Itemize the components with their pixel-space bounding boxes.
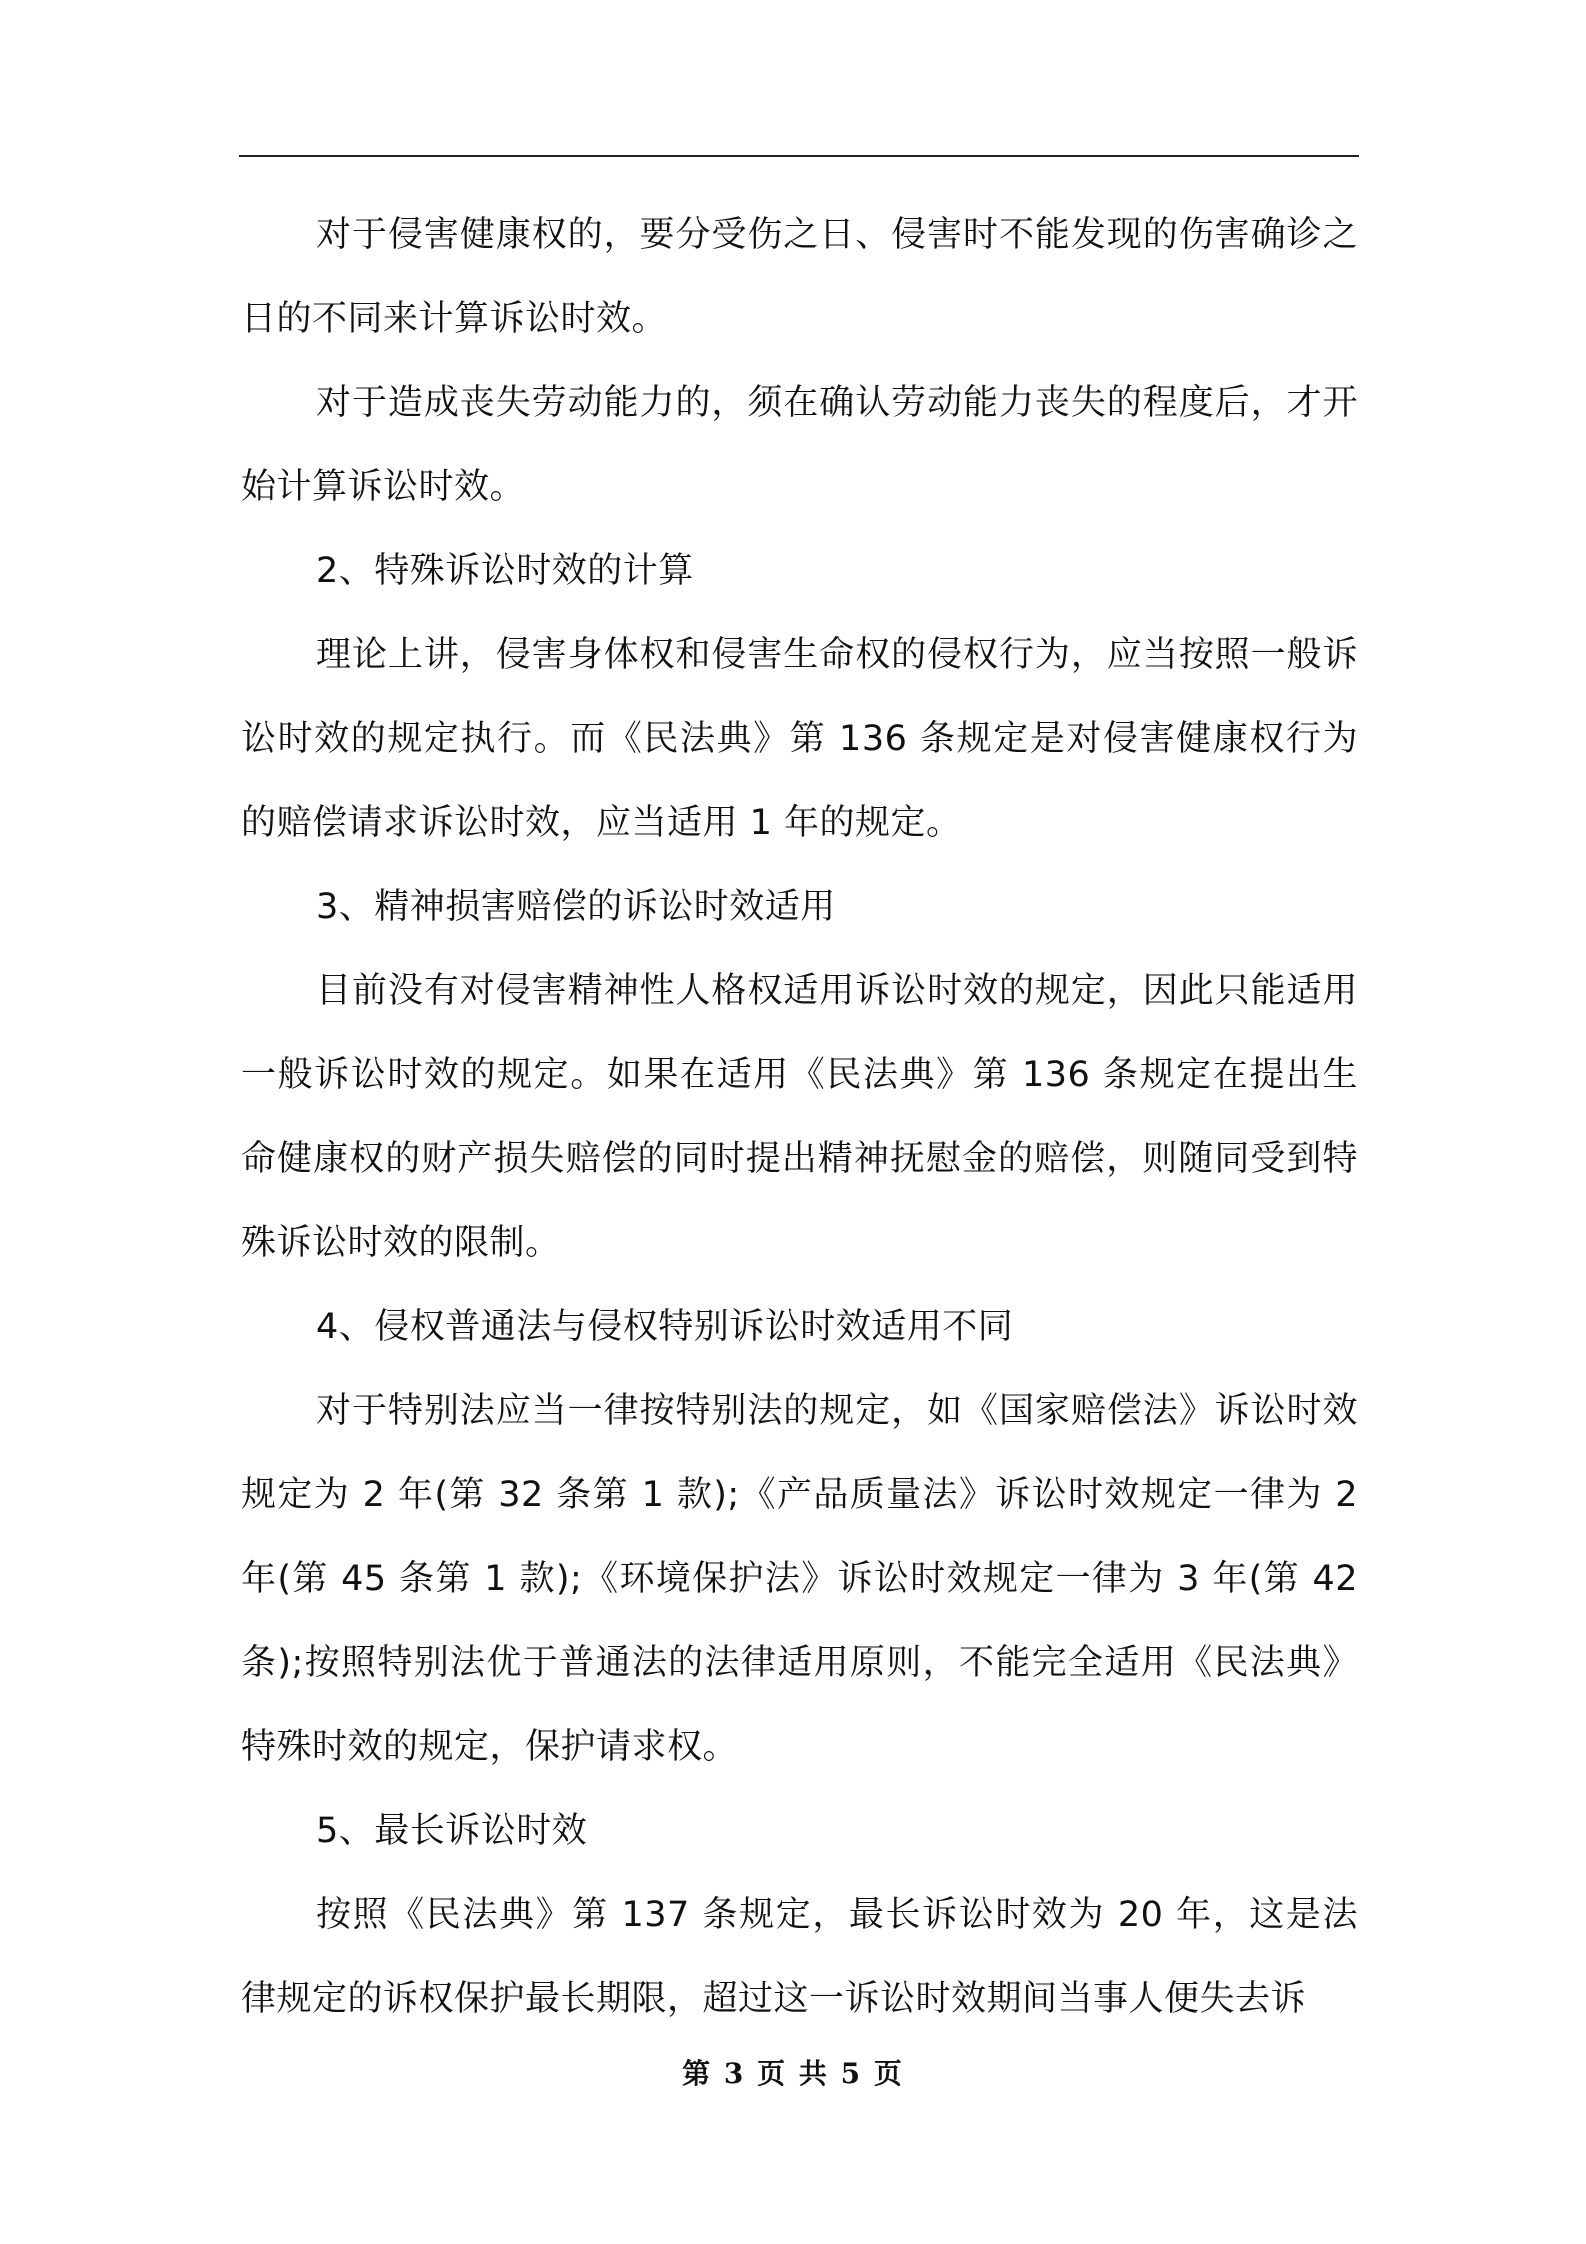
section-heading: 5、最长诉讼时效 <box>316 1811 588 1851</box>
section-heading: 2、特殊诉讼时效的计算 <box>316 551 694 591</box>
paragraph: 按照《民法典》第 137 条规定，最长诉讼时效为 20 年，这是法律规定的诉权保护最长期限，超过这一诉讼时效期间当事人便失去诉 <box>241 1895 1358 2019</box>
header-rule <box>239 155 1359 157</box>
page-footer: 第 3 页 共 5 页 <box>682 2057 904 2090</box>
paragraph: 对于造成丧失劳动能力的，须在确认劳动能力丧失的程度后，才开始计算诉讼时效。 <box>241 383 1358 507</box>
section-heading: 3、精神损害赔偿的诉讼时效适用 <box>316 887 836 927</box>
paragraph: 对于侵害健康权的，要分受伤之日、侵害时不能发现的伤害确诊之日的不同来计算诉讼时效。 <box>241 215 1358 339</box>
section-heading: 4、侵权普通法与侵权特别诉讼时效适用不同 <box>316 1307 1014 1347</box>
paragraph: 理论上讲，侵害身体权和侵害生命权的侵权行为，应当按照一般诉讼时效的规定执行。而《民法典》第 136 条规定是对侵害健康权行为的赔偿请求诉讼时效，应当适用 1 年的规定。 <box>241 635 1358 843</box>
document-body <box>241 193 1358 2041</box>
paragraph: 对于特别法应当一律按特别法的规定，如《国家赔偿法》诉讼时效规定为 2 年(第 32 条第 1 款);《产品质量法》诉讼时效规定一律为 2 年(第 45 条第 1 款);《环境保护法》诉讼时效规定一律为 3 年(第 42 条);按照特别法优于普通法的法律适用原则，不能完全适用《民法典》特殊时效的规定，保护请求权。 <box>241 1391 1358 1767</box>
paragraph: 目前没有对侵害精神性人格权适用诉讼时效的规定，因此只能适用一般诉讼时效的规定。如果在适用《民法典》第 136 条规定在提出生命健康权的财产损失赔偿的同时提出精神抚慰金的赔偿，则随同受到特殊诉讼时效的限制。 <box>241 971 1358 1263</box>
